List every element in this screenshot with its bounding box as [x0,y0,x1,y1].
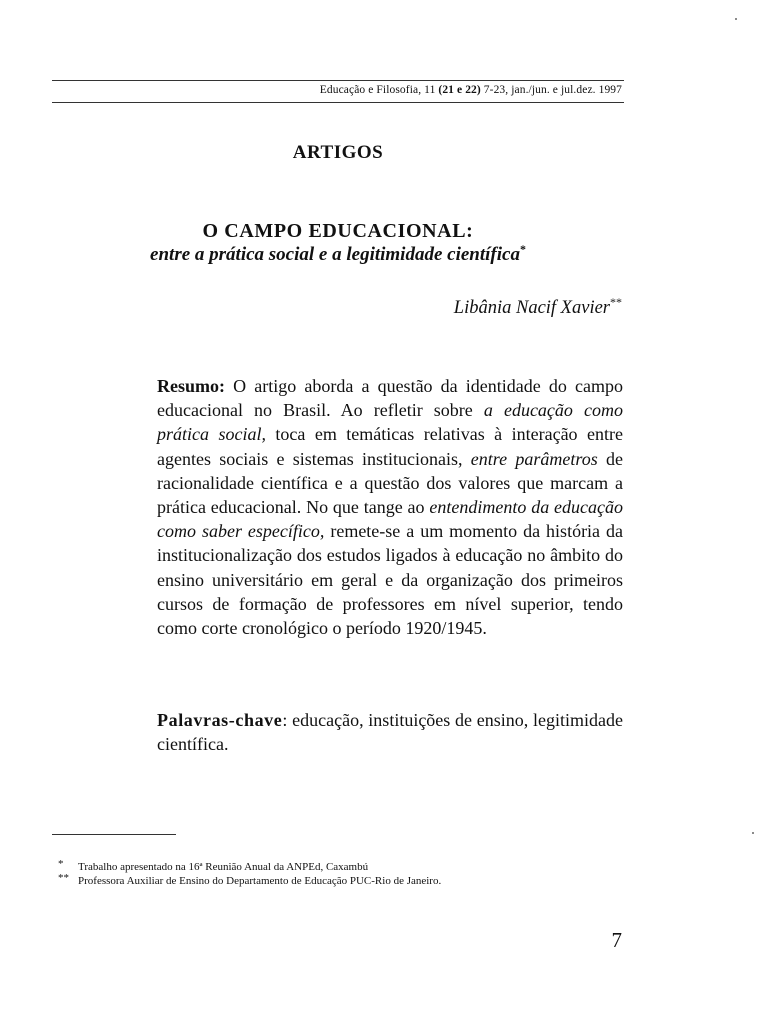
keywords-label: Palavras-chave [157,710,283,730]
section-heading: ARTIGOS [292,142,384,163]
abstract-text-1: O artigo aborda a questão da identidade do campo educacional no Brasil. Ao refletir sobre [157,376,623,421]
author-name: Libânia Nacif Xavier [453,298,610,318]
footnotes [58,860,638,888]
abstract-italic-2: entre parâmetros [470,448,598,469]
header-pages-dates: 7-23, jan./jun. e jul.dez. 1997 [480,84,622,96]
header-rule-top [52,80,624,81]
running-header [52,84,622,96]
abstract-label: Resumo: [157,376,225,396]
abstract-text-4: remete-se a um momento da história da institucionalização dos estudos ligados à educação no âmbito do ensino universitário em geral e da organização dos primeiros cursos de formação de professores em nível superior, tendo como corte cronológico o período 1920/1945. [157,521,623,639]
footnote-rule [52,834,176,835]
article-subtitle-text: entre a prática social e a legitimidade científica [150,244,520,265]
header-issue: (21 e 22) [438,84,481,96]
abstract-paragraph [157,374,623,640]
footnote-2-mark: ** [58,872,69,884]
page-number: 7 [611,928,622,952]
footnote-2-text: Professora Auxiliar de Ensino do Departamento de Educação PUC-Rio de Janeiro. [78,875,442,887]
scan-speck [752,832,754,834]
footnote-1 [58,860,638,874]
abstract-text-2: toca em temáticas relativas à interação entre agentes sociais e sistemas institucionais, [157,424,623,469]
keywords-paragraph [157,708,623,756]
article-author [453,295,622,319]
abstract-text-3: de racionalidade científica e a questão dos valores que marcam a prática educacional. No que tange ao [157,448,623,518]
footnote-1-text: Trabalho apresentado na 16ª Reunião Anual da ANPEd, Caxambú [78,861,369,873]
article-title: O CAMPO EDUCACIONAL: [202,220,474,242]
abstract-italic-3: entendimento da educação como saber específico, [157,497,623,542]
header-rule-bottom [52,102,624,103]
keywords-text: : educação, instituições de ensino, legitimidade científica. [157,710,623,755]
footnote-2 [58,874,638,888]
footnote-1-mark: * [58,858,64,870]
author-footnote-mark: ** [610,295,622,309]
article-subtitle [0,244,676,266]
header-journal: Educação e Filosofia, 11 [319,84,439,96]
subtitle-footnote-mark: * [519,242,526,256]
abstract-italic-1: a educação como prática social, [157,400,623,445]
scan-speck [735,18,737,20]
